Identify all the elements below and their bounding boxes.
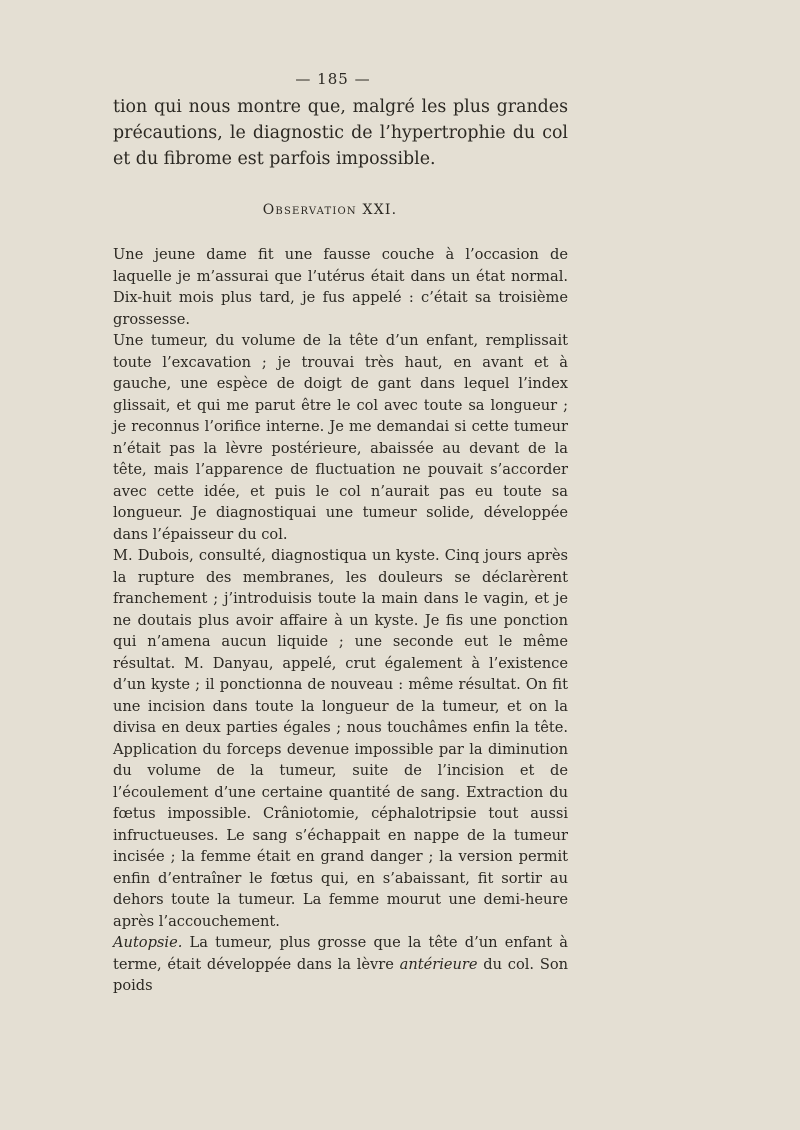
paragraph-2: Une tumeur, du volume de la tête d’un enfant, remplissait toute l’excavation ; je trouvai très haut, en avant et à gauche, une espèce de doigt de gant dans lequel l’index glissait, et qui me parut être le col avec toute sa longueur ; je reconnus l’orifice interne. Je me demandai si cette tumeur n’était pas la lèvre postérieure, abaissée au devant de la tête, mais l’apparence de fluctuation ne pouvait s’accorder avec cette idée, et puis le col n’aurait pas eu toute sa longueur. Je diagnostiquai une tumeur solide, développée dans l’épaisseur du col. <box>113 332 568 543</box>
paragraph-3: M. Dubois, consulté, diagnostiqua un kyste. Cinq jours après la rupture des membranes, les douleurs se déclarèrent franchement ; j’introduisis toute la main dans le vagin, et je ne doutais plus avoir affaire à un kyste. Je fis une ponction qui n’amena aucun liquide ; une seconde eut le même résultat. M. Danyau, appelé, crut également à l’existence d’un kyste ; il ponctionna de nouveau : même résultat. On fit une incision dans toute la longueur de la tumeur, et on la divisa en deux parties égales ; nous touchâmes enfin la tête. Application du forceps devenue impossible par la diminution du volume de la tumeur, suite de l’incision et de l’écoulement d’une certaine quantité de sang. Extraction du fœtus impossible. Crâniotomie, céphalotripsie tout aussi infructueuses. Le sang s’échappait en nappe de la tumeur incisée ; la femme était en grand danger ; la version permit enfin d’entraîner le fœtus qui, en s’abaissant, fit sortir au dehors toute la tumeur. La femme mourut une demi-heure après l’accouchement. <box>113 547 568 930</box>
paragraph-4-text-b: du col. Son poids <box>113 955 569 994</box>
paragraph-4-text-a: La tumeur, plus grosse que la tête d’un enfant à terme, était développée dans la lèvre <box>113 934 568 973</box>
observation-number: XXI. <box>362 202 398 218</box>
paragraph-4-emphasis: antérieure <box>399 955 478 973</box>
observation-label: Observation <box>262 202 357 218</box>
observation-heading <box>0 202 660 218</box>
observation-body <box>113 244 568 997</box>
paragraph-4 <box>113 932 568 997</box>
autopsie-label: Autopsie. <box>113 934 183 951</box>
paragraph-1: Une jeune dame fit une fausse couche à l’occasion de laquelle je m’assurai que l’utérus était dans un état normal. Dix-huit mois plus tard, je fus appelé : c’était sa troisième grossesse. <box>113 246 568 328</box>
page-number: — 185 — <box>295 70 371 88</box>
continued-paragraph: tion qui nous montre que, malgré les plus grandes précautions, le diagnostic de l’hypertrophie du col et du fibrome est parfois impossible. <box>113 97 568 169</box>
